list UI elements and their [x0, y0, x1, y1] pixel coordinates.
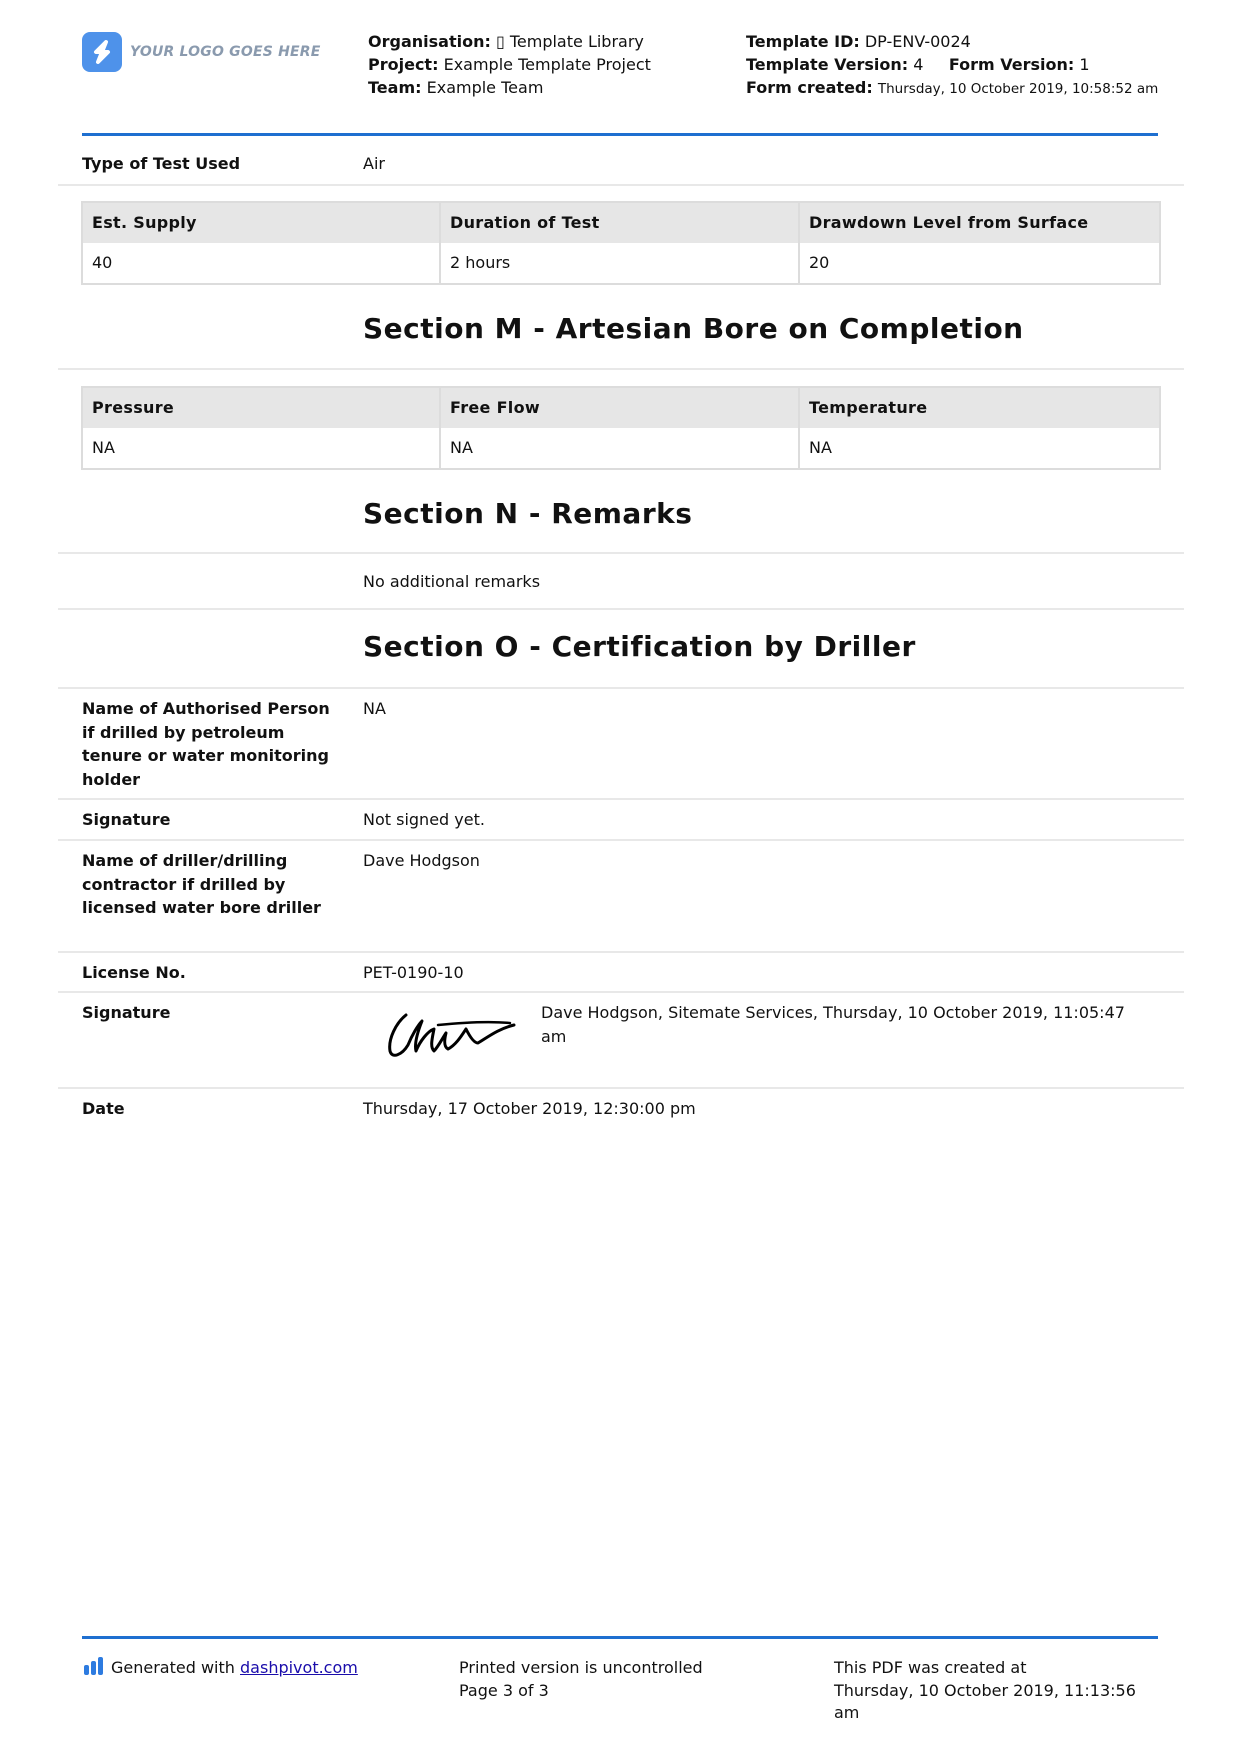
license-value: PET-0190-10 — [363, 963, 464, 982]
driller-label: Name of driller/drilling contractor if drilled by licensed water bore driller — [82, 851, 321, 917]
table-cell: NA — [83, 428, 441, 468]
remarks-value: No additional remarks — [363, 572, 541, 591]
table-header-cell: Temperature — [800, 388, 1159, 428]
created-prefix: This PDF was created at — [834, 1658, 1027, 1677]
table-cell: 40 — [83, 243, 441, 283]
team-label: Team: — [368, 78, 422, 97]
license-row — [58, 953, 1184, 993]
header-template-info — [746, 30, 1166, 101]
table-header-cell: Est. Supply — [83, 203, 441, 243]
footer-created-info — [834, 1657, 1154, 1725]
table-cell: 2 hours — [441, 243, 800, 283]
project-label: Project: — [368, 55, 439, 74]
footer-control-info — [459, 1657, 759, 1702]
authorised-person-row — [58, 689, 1184, 800]
section-n-title: Section N - Remarks — [363, 497, 693, 530]
date-row — [58, 1089, 1184, 1129]
test-type-row — [58, 136, 1184, 186]
signature-image — [378, 1001, 528, 1075]
template-version-value: 4 — [913, 55, 924, 74]
license-label: License No. — [82, 963, 186, 982]
form-version-label: Form Version: — [948, 55, 1075, 74]
created-value: Thursday, 10 October 2019, 11:13:56 am — [834, 1680, 1136, 1722]
organisation-label: Organisation: — [368, 32, 491, 51]
signature-row-1 — [58, 800, 1184, 841]
test-type-value: Air — [363, 154, 385, 173]
logo-text: YOUR LOGO GOES HERE — [130, 44, 321, 60]
table-header-cell: Drawdown Level from Surface — [800, 203, 1159, 243]
header-org-info — [368, 30, 728, 99]
template-version-label: Template Version: — [746, 55, 909, 74]
signature-label: Signature — [82, 1003, 171, 1022]
document-footer — [82, 1636, 1158, 1722]
artesian-bore-table — [81, 386, 1161, 470]
table-cell: NA — [809, 438, 832, 457]
section-o-title: Section O - Certification by Driller — [363, 630, 916, 663]
form-created-label: Form created: — [746, 78, 873, 97]
test-type-label: Type of Test Used — [82, 154, 241, 173]
team-value: Example Team — [426, 78, 544, 97]
document-header — [82, 30, 1158, 136]
generated-prefix: Generated with — [111, 1658, 235, 1677]
template-id-value: DP-ENV-0024 — [864, 32, 971, 51]
company-logo — [82, 32, 321, 72]
driller-row — [58, 841, 1184, 953]
form-version-value: 1 — [1079, 55, 1090, 74]
project-value: Example Template Project — [443, 55, 651, 74]
dashpivot-icon — [84, 1657, 103, 1675]
template-id-label: Template ID: — [746, 32, 860, 51]
table-cell: 20 — [809, 253, 830, 272]
table-header-cell: Free Flow — [441, 388, 800, 428]
signature-caption: Dave Hodgson, Sitemate Services, Thursday, 10 October 2019, 11:05:47 am — [541, 1003, 1125, 1046]
authorised-person-value: NA — [363, 699, 386, 718]
signature-label: Signature — [82, 810, 171, 829]
date-value: Thursday, 17 October 2019, 12:30:00 pm — [363, 1099, 696, 1118]
supply-table — [81, 201, 1161, 285]
uncontrolled-notice: Printed version is uncontrolled — [459, 1658, 703, 1677]
signature-status: Not signed yet. — [363, 810, 485, 829]
remarks-row — [58, 554, 1184, 610]
page-number: Page 3 of 3 — [459, 1680, 549, 1700]
dashpivot-link[interactable]: dashpivot.com — [240, 1658, 358, 1677]
date-label: Date — [82, 1099, 125, 1118]
table-cell: NA — [441, 428, 800, 468]
table-header-cell: Pressure — [83, 388, 441, 428]
section-m-title: Section M - Artesian Bore on Completion — [363, 312, 1024, 345]
form-created-value: Thursday, 10 October 2019, 10:58:52 am — [877, 81, 1159, 97]
signature-row-2 — [58, 993, 1184, 1089]
organisation-value: ▯ Template Library — [495, 32, 644, 51]
logo-icon — [82, 32, 122, 72]
authorised-person-label: Name of Authorised Person if drilled by petroleum tenure or water monitoring holder — [82, 699, 330, 789]
driller-value: Dave Hodgson — [363, 851, 480, 870]
footer-generated — [84, 1657, 358, 1680]
table-header-cell: Duration of Test — [441, 203, 800, 243]
